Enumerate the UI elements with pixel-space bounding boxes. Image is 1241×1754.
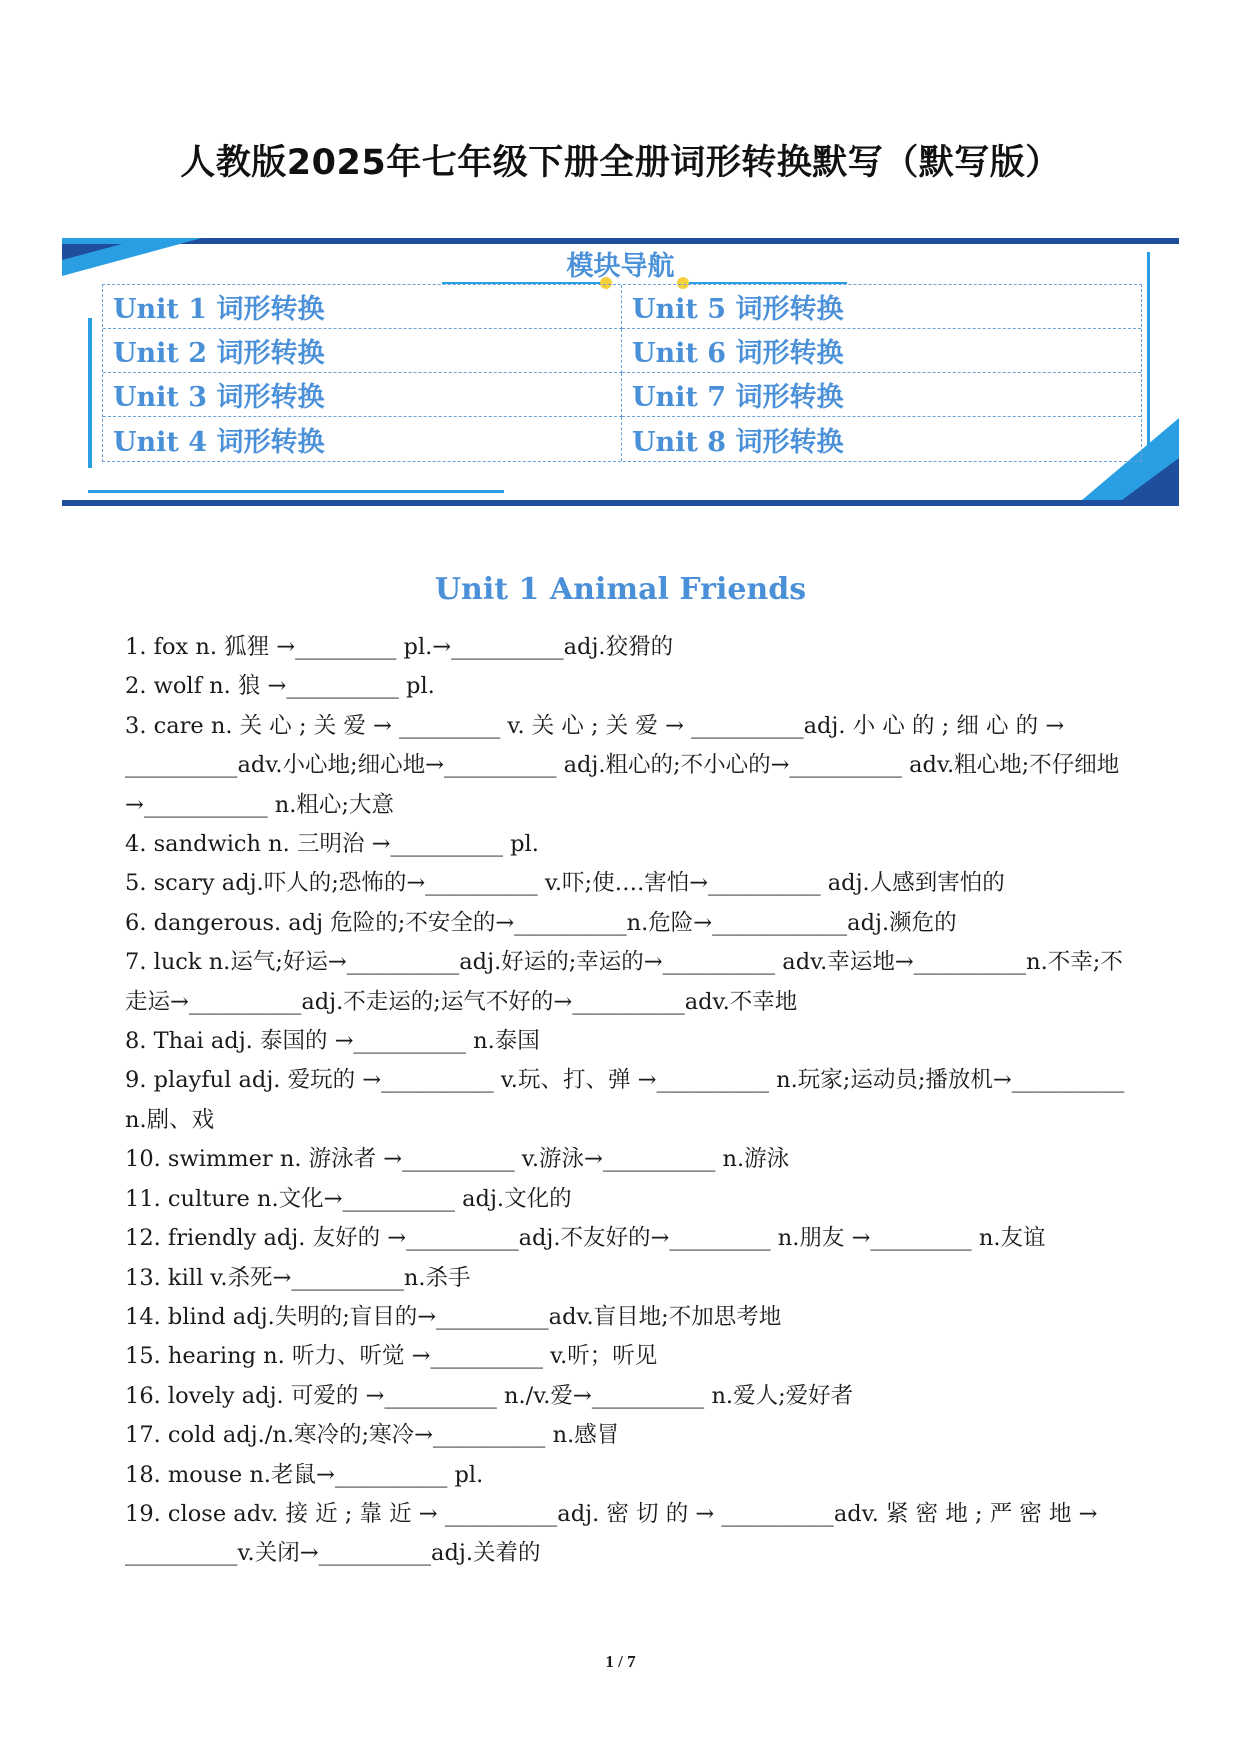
exercise-item: 6. dangerous. adj 危险的;不安全的→__________n.危险→____________adj.濒危的 <box>125 909 957 936</box>
exercise-item: 5. scary adj.吓人的;恐怖的→__________ v.吓;使….害怕→__________ adj.人感到害怕的 <box>125 870 1005 897</box>
module-navigation <box>62 238 1179 506</box>
exercise-item: 10. swimmer n. 游泳者 →__________ v.游泳→__________ n.游泳 <box>125 1146 790 1173</box>
exercise-item: 14. blind adj.失明的;盲目的→__________adv.盲目地;不加思考地 <box>125 1303 782 1330</box>
exercise-item: 18. mouse n.老鼠→__________ pl. <box>125 1461 484 1488</box>
nav-link-unit-4[interactable]: Unit 4 词形转换 <box>103 417 622 461</box>
exercise-item: 13. kill v.杀死→__________n.杀手 <box>125 1264 471 1291</box>
exercise-item: 7. luck n.运气;好运→__________adj.好运的;幸运的→__________ adv.幸运地→__________n.不幸;不走运→__________adj.不走运的;运气不好的→__________adv.不幸地 <box>125 949 1123 1015</box>
exercise-item: 8. Thai adj. 泰国的 →__________ n.泰国 <box>125 1028 540 1055</box>
exercise-list <box>125 628 1125 1574</box>
exercise-item: 2. wolf n. 狼 →__________ pl. <box>125 673 435 700</box>
nav-link-unit-8[interactable]: Unit 8 词形转换 <box>632 426 844 458</box>
unit-heading: Unit 1 Animal Friends <box>434 572 807 607</box>
nav-link-unit-1[interactable]: Unit 1 词形转换 <box>103 285 622 329</box>
nav-link-unit-6[interactable]: Unit 6 词形转换 <box>622 329 1141 373</box>
exercise-item: 9. playful adj. 爱玩的 →__________ v.玩、打、弹 →__________ n.玩家;运动员;播放机→__________ n.剧、戏 <box>125 1067 1125 1133</box>
exercise-item: 4. sandwich n. 三明治 →__________ pl. <box>125 831 539 858</box>
nav-link-unit-3[interactable]: Unit 3 词形转换 <box>103 373 622 417</box>
nav-link-unit-5[interactable]: Unit 5 词形转换 <box>622 285 1141 329</box>
nav-link-unit-7[interactable]: Unit 7 词形转换 <box>622 373 1141 417</box>
nav-link-unit-2[interactable]: Unit 2 词形转换 <box>103 329 622 373</box>
document-title: 人教版2025年七年级下册全册词形转换默写（默写版） <box>180 143 1061 183</box>
exercise-item: 12. friendly adj. 友好的 →__________adj.不友好的→_________ n.朋友 →_________ n.友谊 <box>125 1225 1046 1252</box>
page-number: 1 / 7 <box>605 1652 636 1671</box>
exercise-item: 19. close adv. 接 近 ; 靠 近 → __________adj. 密 切 的 → __________adv. 紧 密 地 ; 严 密 地 → __________v.关闭→__________adj.关着的 <box>125 1500 1098 1567</box>
exercise-item: 11. culture n.文化→__________ adj.文化的 <box>125 1185 572 1212</box>
exercise-item: 1. fox n. 狐狸 →_________ pl.→__________adj.狡猾的 <box>125 634 674 660</box>
exercise-item: 17. cold adj./n.寒冷的;寒冷→__________ n.感冒 <box>125 1422 620 1449</box>
nav-title: 模块导航 <box>566 251 675 282</box>
exercise-item: 16. lovely adj. 可爱的 →__________ n./v.爱→__________ n.爱人;爱好者 <box>125 1382 854 1409</box>
exercise-item: 3. care n. 关 心 ; 关 爱 → _________ v. 关 心 ; 关 爱 → __________adj. 小 心 的 ; 细 心 的 → __________adv.小心地;细心地→__________ adj.粗心的;不小心的→__________ adv.粗心地;不仔细地→___________ n.粗心;大意 <box>125 712 1120 818</box>
nav-grid <box>102 284 1142 462</box>
exercise-item: 15. hearing n. 听力、听觉 →__________ v.听；听见 <box>125 1343 658 1370</box>
